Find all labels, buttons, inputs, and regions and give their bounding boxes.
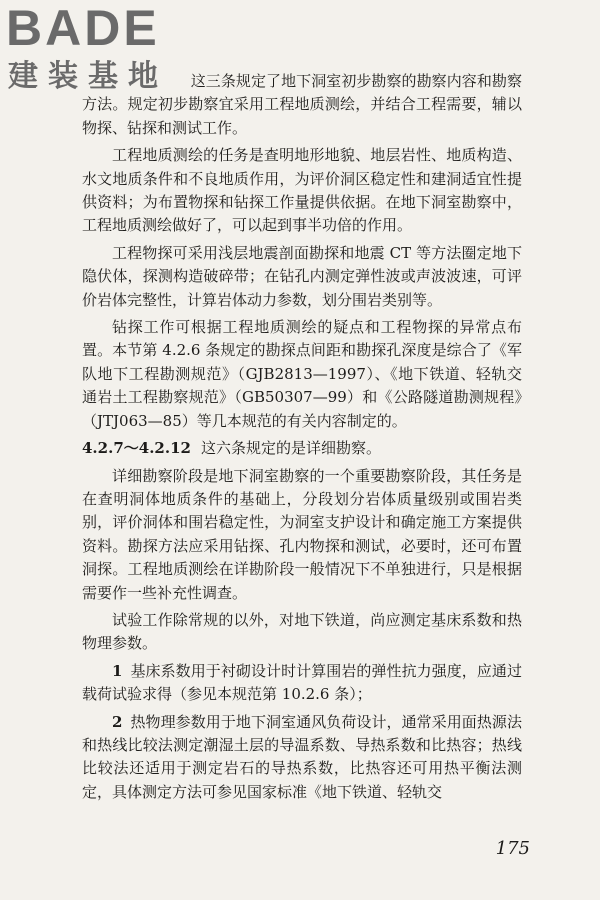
paragraph-detailed-survey: 详细勘察阶段是地下洞室勘察的一个重要勘察阶段，其任务是在查明洞体地质条件的基础上，分段划分岩体质量级别或围岩类别，评价洞体和围岩稳定性，为洞室支护设计和确定施工方案提供资料。勘探方法应采用钻探、孔内物探和测试，必要时，还可布置洞探。工程地质测绘在详勘阶段一般情况下不单独进行，只是根据需要作一些补充性调查。: [82, 466, 522, 602]
paragraph-drilling: 钻探工作可根据工程地质测绘的疑点和工程物探的异常点布置。本节第 4.2.6 条规定的勘探点间距和勘探孔深度是综合了《军队地下工程勘测规范》（GJB2813—1997）、《地下铁道、轻轨交通岩土工程勘察规范》（GB50307—99）和《公路隧道勘测规程》（JTJ063—85）等几本规范的有关内容制定的。: [82, 318, 522, 430]
list-item-text: 基床系数用于衬砌设计时计算围岩的弹性抗力强度，应通过载荷试验求得（参见本规范第 10.2.6 条）；: [82, 661, 522, 704]
list-item-text: 热物理参数用于地下洞室通风负荷设计，通常采用面热源法和热线比较法测定潮湿土层的导温系数、导热系数和比热容；热线比较法还适用于测定岩石的导热系数，比热容还可用热平衡法测定，具体测定方法可参见国家标准《地下铁道、轻轨交: [82, 712, 522, 801]
section-number: 4.2.7～4.2.12: [82, 439, 191, 458]
list-item-1: [82, 660, 522, 707]
list-item-number: 1: [112, 661, 123, 680]
paragraph-geophysics: 工程物探可采用浅层地震剖面勘探和地震 CT 等方法圈定地下隐伏体，探测构造破碎带；在钻孔内测定弹性波或声波波速，可评价岩体完整性，计算岩体动力参数，划分围岩类别等。: [82, 243, 522, 309]
logo-text: BADE: [6, 0, 160, 56]
page-body: [82, 70, 522, 808]
logo-subtitle: 建装基地: [8, 59, 168, 94]
paragraph-mapping: 工程地质测绘的任务是查明地形地貌、地层岩性、地质构造、水文地质条件和不良地质作用，为评价洞区稳定性和建洞适宜性提供资料；为布置物探和钻探工作量提供依据。在地下洞室勘察中，工程地质测绘做好了，可以起到事半功倍的作用。: [82, 146, 522, 235]
section-heading-4-2-7: [82, 437, 522, 460]
paragraph-4-2-2: [82, 70, 522, 140]
list-item-2: [82, 711, 522, 805]
section-text: 这六条规定的是详细勘察。: [200, 439, 381, 458]
list-item-number: 2: [112, 712, 123, 731]
clause-text: 这三条规定了地下洞室初步勘察的勘察内容和勘察方法。规定初步勘察宜采用工程地质测绘，并结合工程需要，辅以物探、钻探和测试工作。: [82, 72, 522, 137]
page-number: 175: [495, 838, 530, 859]
paragraph-testing: 试验工作除常规的以外，对地下铁道，尚应测定基床系数和热物理参数。: [82, 610, 522, 653]
